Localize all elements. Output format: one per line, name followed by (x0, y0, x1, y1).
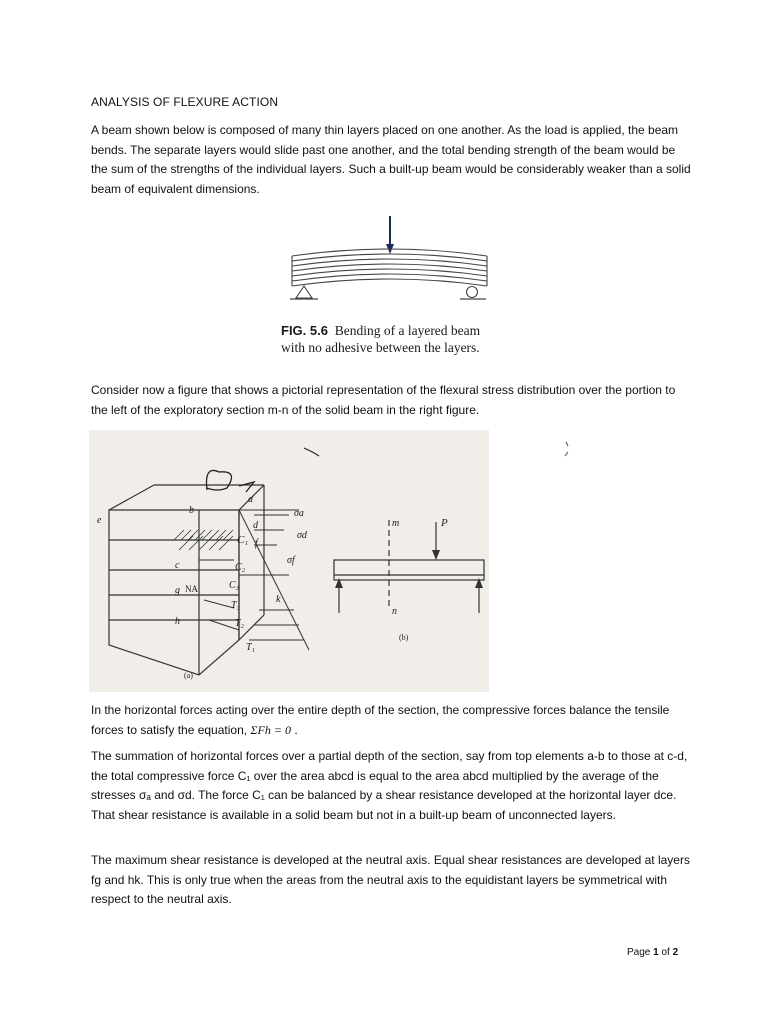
total-page-count: 2 (672, 947, 679, 958)
label-d: d (253, 520, 258, 531)
label-n: n (392, 606, 397, 617)
label-f: f (255, 538, 258, 549)
label-sigma-f: σf (287, 555, 295, 566)
paragraph-horizontal-forces-text: In the horizontal forces acting over the entire depth of the section, the compressive forces balance the tensile forces to satisfy the equation, (91, 703, 670, 737)
sum-equation: ΣFh = 0 (250, 722, 291, 737)
label-p: P (441, 517, 448, 529)
layered-beam-figure (282, 212, 492, 312)
paragraph-horizontal-forces (91, 701, 691, 740)
label-e: e (97, 515, 102, 526)
paragraph-consider: Consider now a figure that shows a pictorial representation of the flexural stress distribution over the portion to the left of the exploratory section m-n of the solid beam in the right figure. (91, 383, 676, 417)
equation-period: . (290, 722, 298, 737)
label-na: NA (185, 584, 198, 594)
paragraph-max-shear: The maximum shear resistance is developed at the neutral axis. Equal shear resistances are developed at layers fg and hk. This is only true when the areas from the neutral axis to the equidistant layers be symmetrical with respect to the neutral axis. (91, 853, 690, 907)
current-page-number: 1 (653, 947, 659, 958)
label-subfig-b: (b) (399, 633, 409, 642)
document-title: ANALYSIS OF FLEXURE ACTION (91, 95, 279, 109)
label-c2: C₂ (235, 562, 246, 573)
label-c: c (175, 560, 180, 571)
footer-page-word: Page (627, 947, 654, 958)
label-c1: C₁ (237, 534, 249, 546)
stray-mark (562, 440, 574, 460)
label-m: m (392, 518, 400, 529)
label-c3: C₃ (229, 580, 240, 591)
label-t2: T₂ (235, 618, 245, 629)
label-k: k (276, 594, 281, 605)
paragraph-intro: A beam shown below is composed of many thin layers placed on one another. As the load is applied, the beam bends. The separate layers would slide past one another, and the total bending strength of the beam would be the sum of the strengths of the individual layers. Such a built-up beam would be considerably weaker than a solid beam of equivalent dimensions. (91, 123, 691, 196)
paragraph-summation: The summation of horizontal forces over a partial depth of the section, say from top elements a-b to those at c-d, the total compressive force C₁ over the area abcd is equal to the area abcd multiplied by the average of the stresses σₐ and σd. The force C₁ can be balanced by a shear resistance developed at the horizontal layer dce. That shear resistance is available in a solid beam but not in a built-up beam of unconnected layers. (91, 749, 688, 822)
figure-caption-text: Bending of a layered beam with no adhesive between the layers. (281, 323, 481, 355)
page-footer (627, 947, 678, 958)
label-sigma-a: σa (294, 508, 304, 519)
stress-distribution-figure (89, 430, 489, 692)
label-sigma-d: σd (297, 530, 307, 541)
label-b: b (189, 505, 194, 516)
label-a: a (248, 494, 253, 505)
label-t1: T₁ (246, 642, 256, 653)
label-h: h (175, 616, 180, 627)
label-g: g (175, 585, 180, 596)
figure-label: FIG. 5.6 (281, 323, 328, 338)
footer-of-word: of (658, 947, 673, 958)
label-t3: T₃ (231, 600, 241, 611)
figure-caption (281, 322, 496, 356)
label-subfig-a: (a) (184, 671, 193, 680)
